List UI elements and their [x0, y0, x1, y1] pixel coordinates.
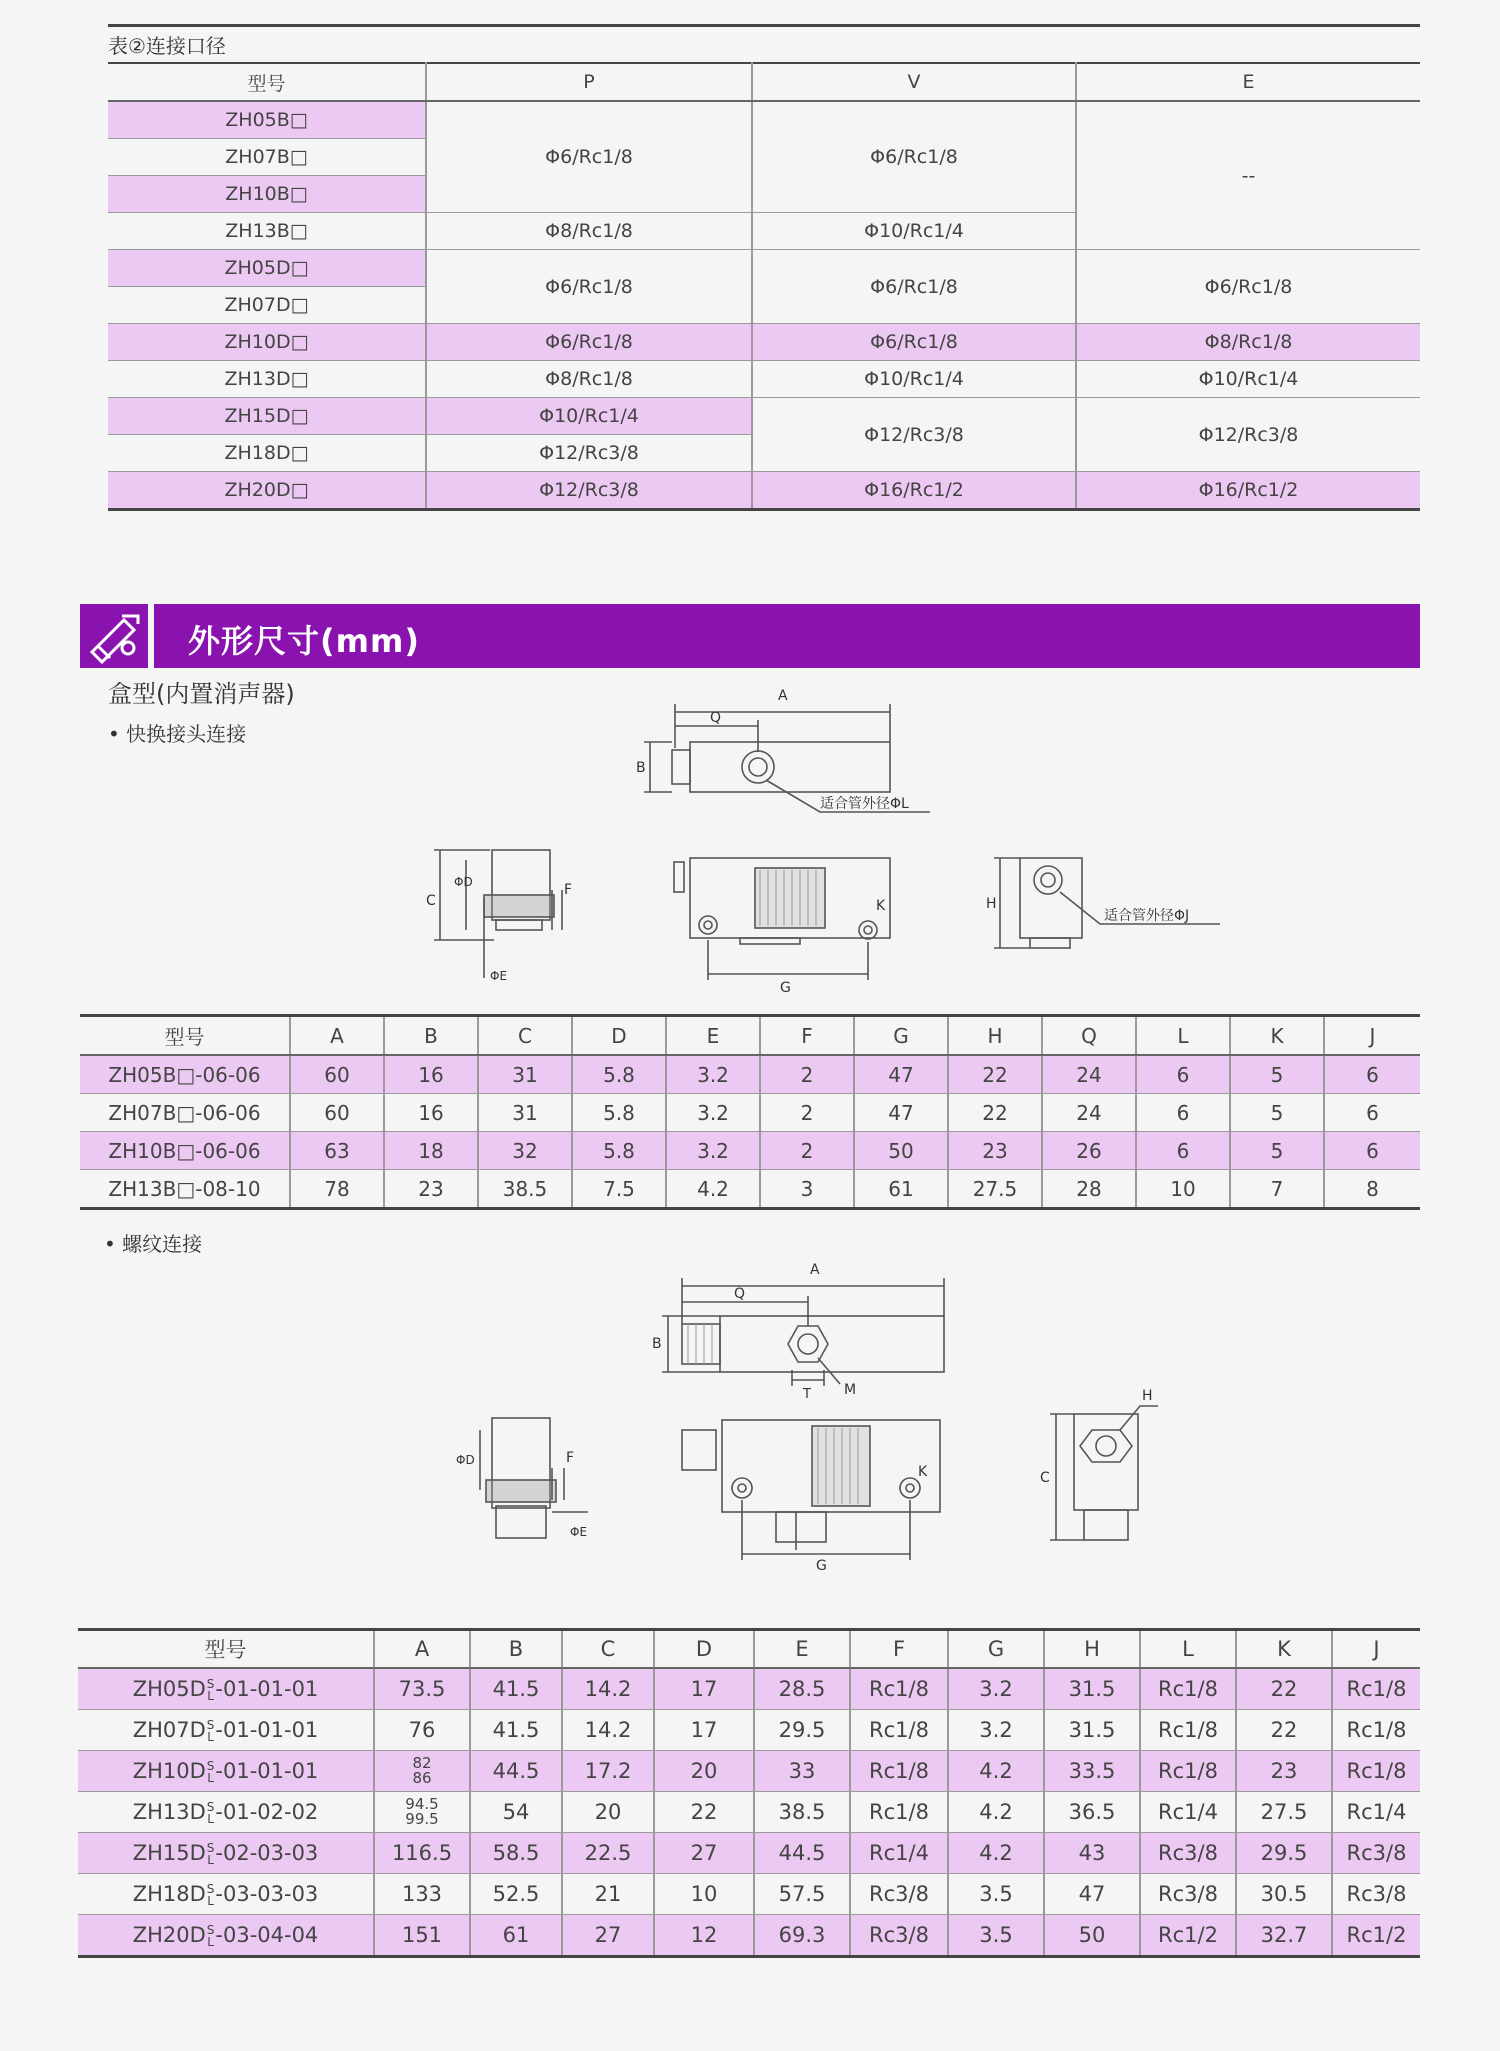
value-cell: 44.5 — [754, 1833, 850, 1874]
variant-s: S — [206, 1676, 215, 1691]
header-model: 型号 — [78, 1630, 374, 1669]
value-cell: 32.7 — [1236, 1915, 1332, 1957]
quick-connect-drawing — [400, 680, 1280, 1000]
value-cell: Φ6/Rc1/8 — [426, 250, 752, 324]
model-cell — [78, 1915, 374, 1957]
value-cell: Φ10/Rc1/4 — [1076, 361, 1420, 398]
value-cell: 41.5 — [470, 1668, 562, 1710]
dim-h: H — [1142, 1388, 1153, 1404]
header-f: F — [760, 1016, 854, 1056]
value-cell: Φ8/Rc1/8 — [426, 361, 752, 398]
value-cell: 7.5 — [572, 1170, 666, 1209]
value-cell: 33 — [754, 1751, 850, 1792]
value-cell: Rc1/8 — [850, 1710, 948, 1751]
value-cell: 63 — [290, 1132, 384, 1170]
subsection-title: 盒型(内置消声器) — [108, 680, 295, 708]
value-cell: 29.5 — [1236, 1833, 1332, 1874]
value-cell: Φ16/Rc1/2 — [1076, 472, 1420, 510]
model-variant — [207, 1842, 215, 1866]
thread-connect-drawing — [420, 1250, 1200, 1580]
model-variant — [207, 1760, 215, 1784]
value-cell: 47 — [854, 1094, 948, 1132]
value-cell: 17 — [654, 1668, 754, 1710]
model-variant — [207, 1883, 215, 1907]
value-cell: 22 — [654, 1792, 754, 1833]
model-cell: ZH18D□ — [108, 435, 426, 472]
model-cell — [78, 1668, 374, 1710]
header-c: C — [478, 1016, 572, 1056]
value-cell: 27 — [562, 1915, 654, 1957]
value-cell: 2 — [760, 1132, 854, 1170]
value-cell: 54 — [470, 1792, 562, 1833]
value-cell: 5.8 — [572, 1094, 666, 1132]
top-view-body — [690, 742, 890, 792]
value-cell: 30.5 — [1236, 1874, 1332, 1915]
value-cell: Φ12/Rc3/8 — [426, 472, 752, 510]
header-g: G — [854, 1016, 948, 1056]
header-g: G — [948, 1630, 1044, 1669]
value-cell: 3.5 — [948, 1915, 1044, 1957]
model-prefix: ZH10D — [132, 1758, 206, 1783]
table1-caption: 表②连接口径 — [108, 34, 226, 58]
model-cell — [78, 1710, 374, 1751]
value-cell: 5 — [1230, 1094, 1324, 1132]
header-p: P — [426, 63, 752, 101]
note-j: 适合管外径ΦJ — [1104, 908, 1190, 924]
table-row — [78, 1874, 1420, 1915]
value-cell: 27.5 — [948, 1170, 1042, 1209]
stacked-value — [405, 1797, 438, 1827]
value-cell: -- — [1076, 101, 1420, 250]
value-cell: 50 — [1044, 1915, 1140, 1957]
value-cell: 3.2 — [666, 1094, 760, 1132]
dim-b: B — [652, 1336, 662, 1352]
value-cell: 6 — [1324, 1094, 1420, 1132]
value-cell: 60 — [290, 1055, 384, 1094]
value-cell: Rc1/4 — [850, 1833, 948, 1874]
value-cell: Φ12/Rc3/8 — [1076, 398, 1420, 472]
value-cell: 5.8 — [572, 1055, 666, 1094]
dim-f: F — [566, 1450, 575, 1466]
dim-t: T — [803, 1387, 811, 1402]
value-s: 82 — [412, 1754, 432, 1772]
model-cell — [78, 1751, 374, 1792]
value-cell: 50 — [854, 1132, 948, 1170]
variant-l: L — [207, 1770, 214, 1785]
value-cell — [374, 1751, 470, 1792]
dim-d: ΦD — [454, 875, 473, 889]
value-cell: 38.5 — [754, 1792, 850, 1833]
value-cell: 31 — [478, 1094, 572, 1132]
model-cell — [78, 1833, 374, 1874]
value-cell: 6 — [1136, 1055, 1230, 1094]
model-cell: ZH10B□ — [108, 176, 426, 213]
variant-s: S — [206, 1717, 215, 1732]
value-cell: 4.2 — [948, 1833, 1044, 1874]
table-row — [108, 398, 1420, 435]
model-variant — [207, 1678, 215, 1702]
value-cell: Φ8/Rc1/8 — [1076, 324, 1420, 361]
value-cell: 12 — [654, 1915, 754, 1957]
value-cell: 3.2 — [666, 1055, 760, 1094]
model-suffix: -01-01-01 — [215, 1676, 319, 1701]
value-cell: Φ12/Rc3/8 — [426, 435, 752, 472]
value-cell: 116.5 — [374, 1833, 470, 1874]
model-cell: ZH07D□ — [108, 287, 426, 324]
model-cell: ZH13B□ — [108, 213, 426, 250]
value-cell: Rc1/8 — [1332, 1751, 1420, 1792]
table-header-row — [80, 1016, 1420, 1056]
table-row — [78, 1915, 1420, 1957]
value-cell: 38.5 — [478, 1170, 572, 1209]
dim-c: C — [426, 893, 436, 909]
value-l: 86 — [412, 1769, 432, 1787]
model-suffix: -01-01-01 — [215, 1717, 319, 1742]
model-cell: ZH15D□ — [108, 398, 426, 435]
variant-l: L — [207, 1852, 214, 1867]
value-cell: 6 — [1324, 1132, 1420, 1170]
caliper-icon — [80, 604, 148, 668]
section-title: 外形尺寸(mm) — [188, 622, 420, 660]
header-d: D — [654, 1630, 754, 1669]
value-cell: 61 — [470, 1915, 562, 1957]
side-view-right — [1020, 858, 1082, 938]
value-cell: 60 — [290, 1094, 384, 1132]
model-variant — [207, 1801, 215, 1825]
header-k: K — [1230, 1016, 1324, 1056]
dim-q: Q — [734, 1286, 746, 1302]
value-cell: 73.5 — [374, 1668, 470, 1710]
value-cell: 5.8 — [572, 1132, 666, 1170]
dim-m: M — [844, 1382, 857, 1398]
model-cell: ZH10B□-06-06 — [80, 1132, 290, 1170]
model-cell: ZH10D□ — [108, 324, 426, 361]
value-cell: 27.5 — [1236, 1792, 1332, 1833]
value-cell: Rc3/8 — [1140, 1874, 1236, 1915]
top-view-body — [720, 1316, 944, 1372]
dim-g: G — [816, 1558, 827, 1574]
header-model: 型号 — [108, 63, 426, 101]
value-cell: 18 — [384, 1132, 478, 1170]
dim-d: ΦD — [456, 1453, 475, 1467]
value-cell: 33.5 — [1044, 1751, 1140, 1792]
value-cell: Φ10/Rc1/4 — [426, 398, 752, 435]
value-cell: Rc1/8 — [1332, 1668, 1420, 1710]
bullet-quick-connect: • 快换接头连接 — [108, 722, 247, 746]
value-cell: 17.2 — [562, 1751, 654, 1792]
model-variant — [207, 1719, 215, 1743]
model-cell: ZH07B□-06-06 — [80, 1094, 290, 1132]
variant-s: S — [206, 1840, 215, 1855]
value-cell: Rc1/2 — [1140, 1915, 1236, 1957]
header-l: L — [1136, 1016, 1230, 1056]
value-cell: 29.5 — [754, 1710, 850, 1751]
value-cell: 22 — [948, 1094, 1042, 1132]
value-cell: 16 — [384, 1055, 478, 1094]
value-cell: 61 — [854, 1170, 948, 1209]
dim-e: ΦE — [490, 969, 508, 983]
model-prefix: ZH05D — [132, 1676, 206, 1701]
variant-s: S — [206, 1922, 215, 1937]
table-row — [108, 324, 1420, 361]
value-cell: 14.2 — [562, 1668, 654, 1710]
dim-h: H — [986, 896, 997, 912]
model-suffix: -03-03-03 — [215, 1881, 319, 1906]
model-cell — [78, 1874, 374, 1915]
value-cell: Rc1/8 — [850, 1668, 948, 1710]
value-cell: Rc1/4 — [1332, 1792, 1420, 1833]
dim-k: K — [918, 1464, 928, 1480]
model-cell: ZH05B□ — [108, 101, 426, 139]
dim-b: B — [636, 760, 646, 776]
value-cell: 47 — [1044, 1874, 1140, 1915]
value-cell: 57.5 — [754, 1874, 850, 1915]
header-a: A — [290, 1016, 384, 1056]
value-cell: 16 — [384, 1094, 478, 1132]
value-cell: 6 — [1324, 1055, 1420, 1094]
header-c: C — [562, 1630, 654, 1669]
value-cell: Rc1/8 — [1332, 1710, 1420, 1751]
header-model: 型号 — [80, 1016, 290, 1056]
value-cell: 78 — [290, 1170, 384, 1209]
value-cell: Φ6/Rc1/8 — [1076, 250, 1420, 324]
value-cell: 20 — [654, 1751, 754, 1792]
header-j: J — [1332, 1630, 1420, 1669]
value-cell: 3.2 — [948, 1668, 1044, 1710]
value-cell: Φ6/Rc1/8 — [752, 324, 1076, 361]
value-cell: Rc3/8 — [1332, 1833, 1420, 1874]
model-suffix: -03-04-04 — [215, 1922, 319, 1947]
thread-connect-dimension-table — [78, 1628, 1420, 1958]
value-cell: 28.5 — [754, 1668, 850, 1710]
table-row — [78, 1710, 1420, 1751]
header-l: L — [1140, 1630, 1236, 1669]
value-cell: 22 — [1236, 1668, 1332, 1710]
value-cell: 23 — [384, 1170, 478, 1209]
variant-s: S — [206, 1881, 215, 1896]
value-cell: 69.3 — [754, 1915, 850, 1957]
table-row — [80, 1132, 1420, 1170]
value-cell: 22.5 — [562, 1833, 654, 1874]
dim-a: A — [778, 688, 788, 704]
header-f: F — [850, 1630, 948, 1669]
value-cell: 3.2 — [948, 1710, 1044, 1751]
model-cell: ZH07B□ — [108, 139, 426, 176]
value-cell: 3 — [760, 1170, 854, 1209]
section-banner — [80, 604, 1420, 668]
model-variant — [207, 1924, 215, 1948]
value-cell: 27 — [654, 1833, 754, 1874]
value-cell: 5 — [1230, 1055, 1324, 1094]
value-cell: 2 — [760, 1055, 854, 1094]
value-cell: 20 — [562, 1792, 654, 1833]
stacked-value — [412, 1756, 431, 1786]
table-row — [80, 1094, 1420, 1132]
value-cell: 6 — [1136, 1094, 1230, 1132]
variant-l: L — [207, 1688, 214, 1703]
value-cell: 23 — [1236, 1751, 1332, 1792]
value-l: 99.5 — [405, 1810, 439, 1828]
variant-l: L — [207, 1893, 214, 1908]
table-row — [80, 1055, 1420, 1094]
value-cell: 4.2 — [666, 1170, 760, 1209]
value-cell: Rc3/8 — [1140, 1833, 1236, 1874]
table-row — [108, 250, 1420, 287]
value-cell: 31.5 — [1044, 1668, 1140, 1710]
value-cell: 6 — [1136, 1132, 1230, 1170]
model-suffix: -01-01-01 — [215, 1758, 319, 1783]
value-cell: Rc1/8 — [1140, 1668, 1236, 1710]
variant-s: S — [206, 1799, 215, 1814]
table-row — [80, 1170, 1420, 1209]
value-cell: 43 — [1044, 1833, 1140, 1874]
header-h: H — [1044, 1630, 1140, 1669]
value-cell: 14.2 — [562, 1710, 654, 1751]
value-cell: 22 — [1236, 1710, 1332, 1751]
value-cell: 2 — [760, 1094, 854, 1132]
model-cell — [78, 1792, 374, 1833]
variant-l: L — [207, 1729, 214, 1744]
value-cell: Φ6/Rc1/8 — [752, 101, 1076, 213]
table-row — [78, 1792, 1420, 1833]
value-cell: Φ16/Rc1/2 — [752, 472, 1076, 510]
value-cell: 26 — [1042, 1132, 1136, 1170]
value-cell: 17 — [654, 1710, 754, 1751]
value-cell: 4.2 — [948, 1751, 1044, 1792]
value-cell: 5 — [1230, 1132, 1324, 1170]
value-cell: 31.5 — [1044, 1710, 1140, 1751]
value-cell: Rc3/8 — [850, 1915, 948, 1957]
header-b: B — [470, 1630, 562, 1669]
dim-c: C — [1040, 1470, 1050, 1486]
value-cell: Rc1/8 — [850, 1792, 948, 1833]
header-a: A — [374, 1630, 470, 1669]
header-e: E — [666, 1016, 760, 1056]
header-b: B — [384, 1016, 478, 1056]
header-k: K — [1236, 1630, 1332, 1669]
value-cell: Rc3/8 — [850, 1874, 948, 1915]
value-cell: 31 — [478, 1055, 572, 1094]
table1-top-rule — [108, 24, 1420, 27]
bullet-thread-connect: • 螺纹连接 — [104, 1232, 203, 1256]
table-header-row — [108, 63, 1420, 101]
value-cell: 32 — [478, 1132, 572, 1170]
header-e: E — [754, 1630, 850, 1669]
variant-l: L — [207, 1934, 214, 1949]
model-prefix: ZH07D — [132, 1717, 206, 1742]
value-cell: Φ10/Rc1/4 — [752, 213, 1076, 250]
table-row — [78, 1668, 1420, 1710]
value-cell: 47 — [854, 1055, 948, 1094]
value-cell: 44.5 — [470, 1751, 562, 1792]
value-cell: 8 — [1324, 1170, 1420, 1209]
value-cell: 10 — [1136, 1170, 1230, 1209]
value-cell: 3.5 — [948, 1874, 1044, 1915]
model-suffix: -01-02-02 — [215, 1799, 319, 1824]
model-cell: ZH20D□ — [108, 472, 426, 510]
dim-f: F — [564, 882, 573, 898]
value-cell: Φ6/Rc1/8 — [752, 250, 1076, 324]
value-cell: Φ8/Rc1/8 — [426, 213, 752, 250]
dim-g: G — [780, 980, 791, 996]
value-s: 94.5 — [405, 1795, 439, 1813]
model-cell: ZH13D□ — [108, 361, 426, 398]
value-cell: 41.5 — [470, 1710, 562, 1751]
model-cell: ZH05B□-06-06 — [80, 1055, 290, 1094]
value-cell — [374, 1792, 470, 1833]
header-v: V — [752, 63, 1076, 101]
value-cell: 23 — [948, 1132, 1042, 1170]
quick-connect-dimension-table — [80, 1014, 1420, 1210]
value-cell: 76 — [374, 1710, 470, 1751]
model-prefix: ZH20D — [132, 1922, 206, 1947]
value-cell: Rc1/8 — [1140, 1710, 1236, 1751]
value-cell: 28 — [1042, 1170, 1136, 1209]
header-d: D — [572, 1016, 666, 1056]
value-cell: Rc1/8 — [1140, 1751, 1236, 1792]
value-cell: 24 — [1042, 1094, 1136, 1132]
header-h: H — [948, 1016, 1042, 1056]
dim-e: ΦE — [570, 1525, 588, 1539]
note-l: 适合管外径ΦL — [820, 796, 909, 812]
variant-l: L — [207, 1811, 214, 1826]
dim-q: Q — [710, 710, 722, 726]
value-cell: Φ10/Rc1/4 — [752, 361, 1076, 398]
value-cell: 58.5 — [470, 1833, 562, 1874]
value-cell: 3.2 — [666, 1132, 760, 1170]
value-cell: 133 — [374, 1874, 470, 1915]
value-cell: Rc3/8 — [1332, 1874, 1420, 1915]
header-j: J — [1324, 1016, 1420, 1056]
model-cell: ZH13B□-08-10 — [80, 1170, 290, 1209]
value-cell: 24 — [1042, 1055, 1136, 1094]
table-row — [78, 1751, 1420, 1792]
connection-port-table — [108, 62, 1420, 511]
value-cell: 7 — [1230, 1170, 1324, 1209]
model-cell: ZH05D□ — [108, 250, 426, 287]
value-cell: Φ12/Rc3/8 — [752, 398, 1076, 472]
value-cell: 21 — [562, 1874, 654, 1915]
dim-k: K — [876, 898, 886, 914]
variant-s: S — [206, 1758, 215, 1773]
value-cell: Rc1/2 — [1332, 1915, 1420, 1957]
value-cell: 36.5 — [1044, 1792, 1140, 1833]
table-row — [108, 101, 1420, 139]
model-prefix: ZH13D — [132, 1799, 206, 1824]
value-cell: 22 — [948, 1055, 1042, 1094]
header-e: E — [1076, 63, 1420, 101]
table-row — [108, 361, 1420, 398]
header-q: Q — [1042, 1016, 1136, 1056]
table-row — [78, 1833, 1420, 1874]
value-cell: 151 — [374, 1915, 470, 1957]
value-cell: Φ6/Rc1/8 — [426, 101, 752, 213]
value-cell: Rc1/8 — [850, 1751, 948, 1792]
dim-a: A — [810, 1262, 820, 1278]
value-cell: 4.2 — [948, 1792, 1044, 1833]
model-suffix: -02-03-03 — [215, 1840, 319, 1865]
table-header-row — [78, 1630, 1420, 1669]
table-row — [108, 472, 1420, 510]
value-cell: Φ6/Rc1/8 — [426, 324, 752, 361]
value-cell: 10 — [654, 1874, 754, 1915]
model-prefix: ZH15D — [132, 1840, 206, 1865]
model-prefix: ZH18D — [132, 1881, 206, 1906]
value-cell: Rc1/4 — [1140, 1792, 1236, 1833]
value-cell: 52.5 — [470, 1874, 562, 1915]
